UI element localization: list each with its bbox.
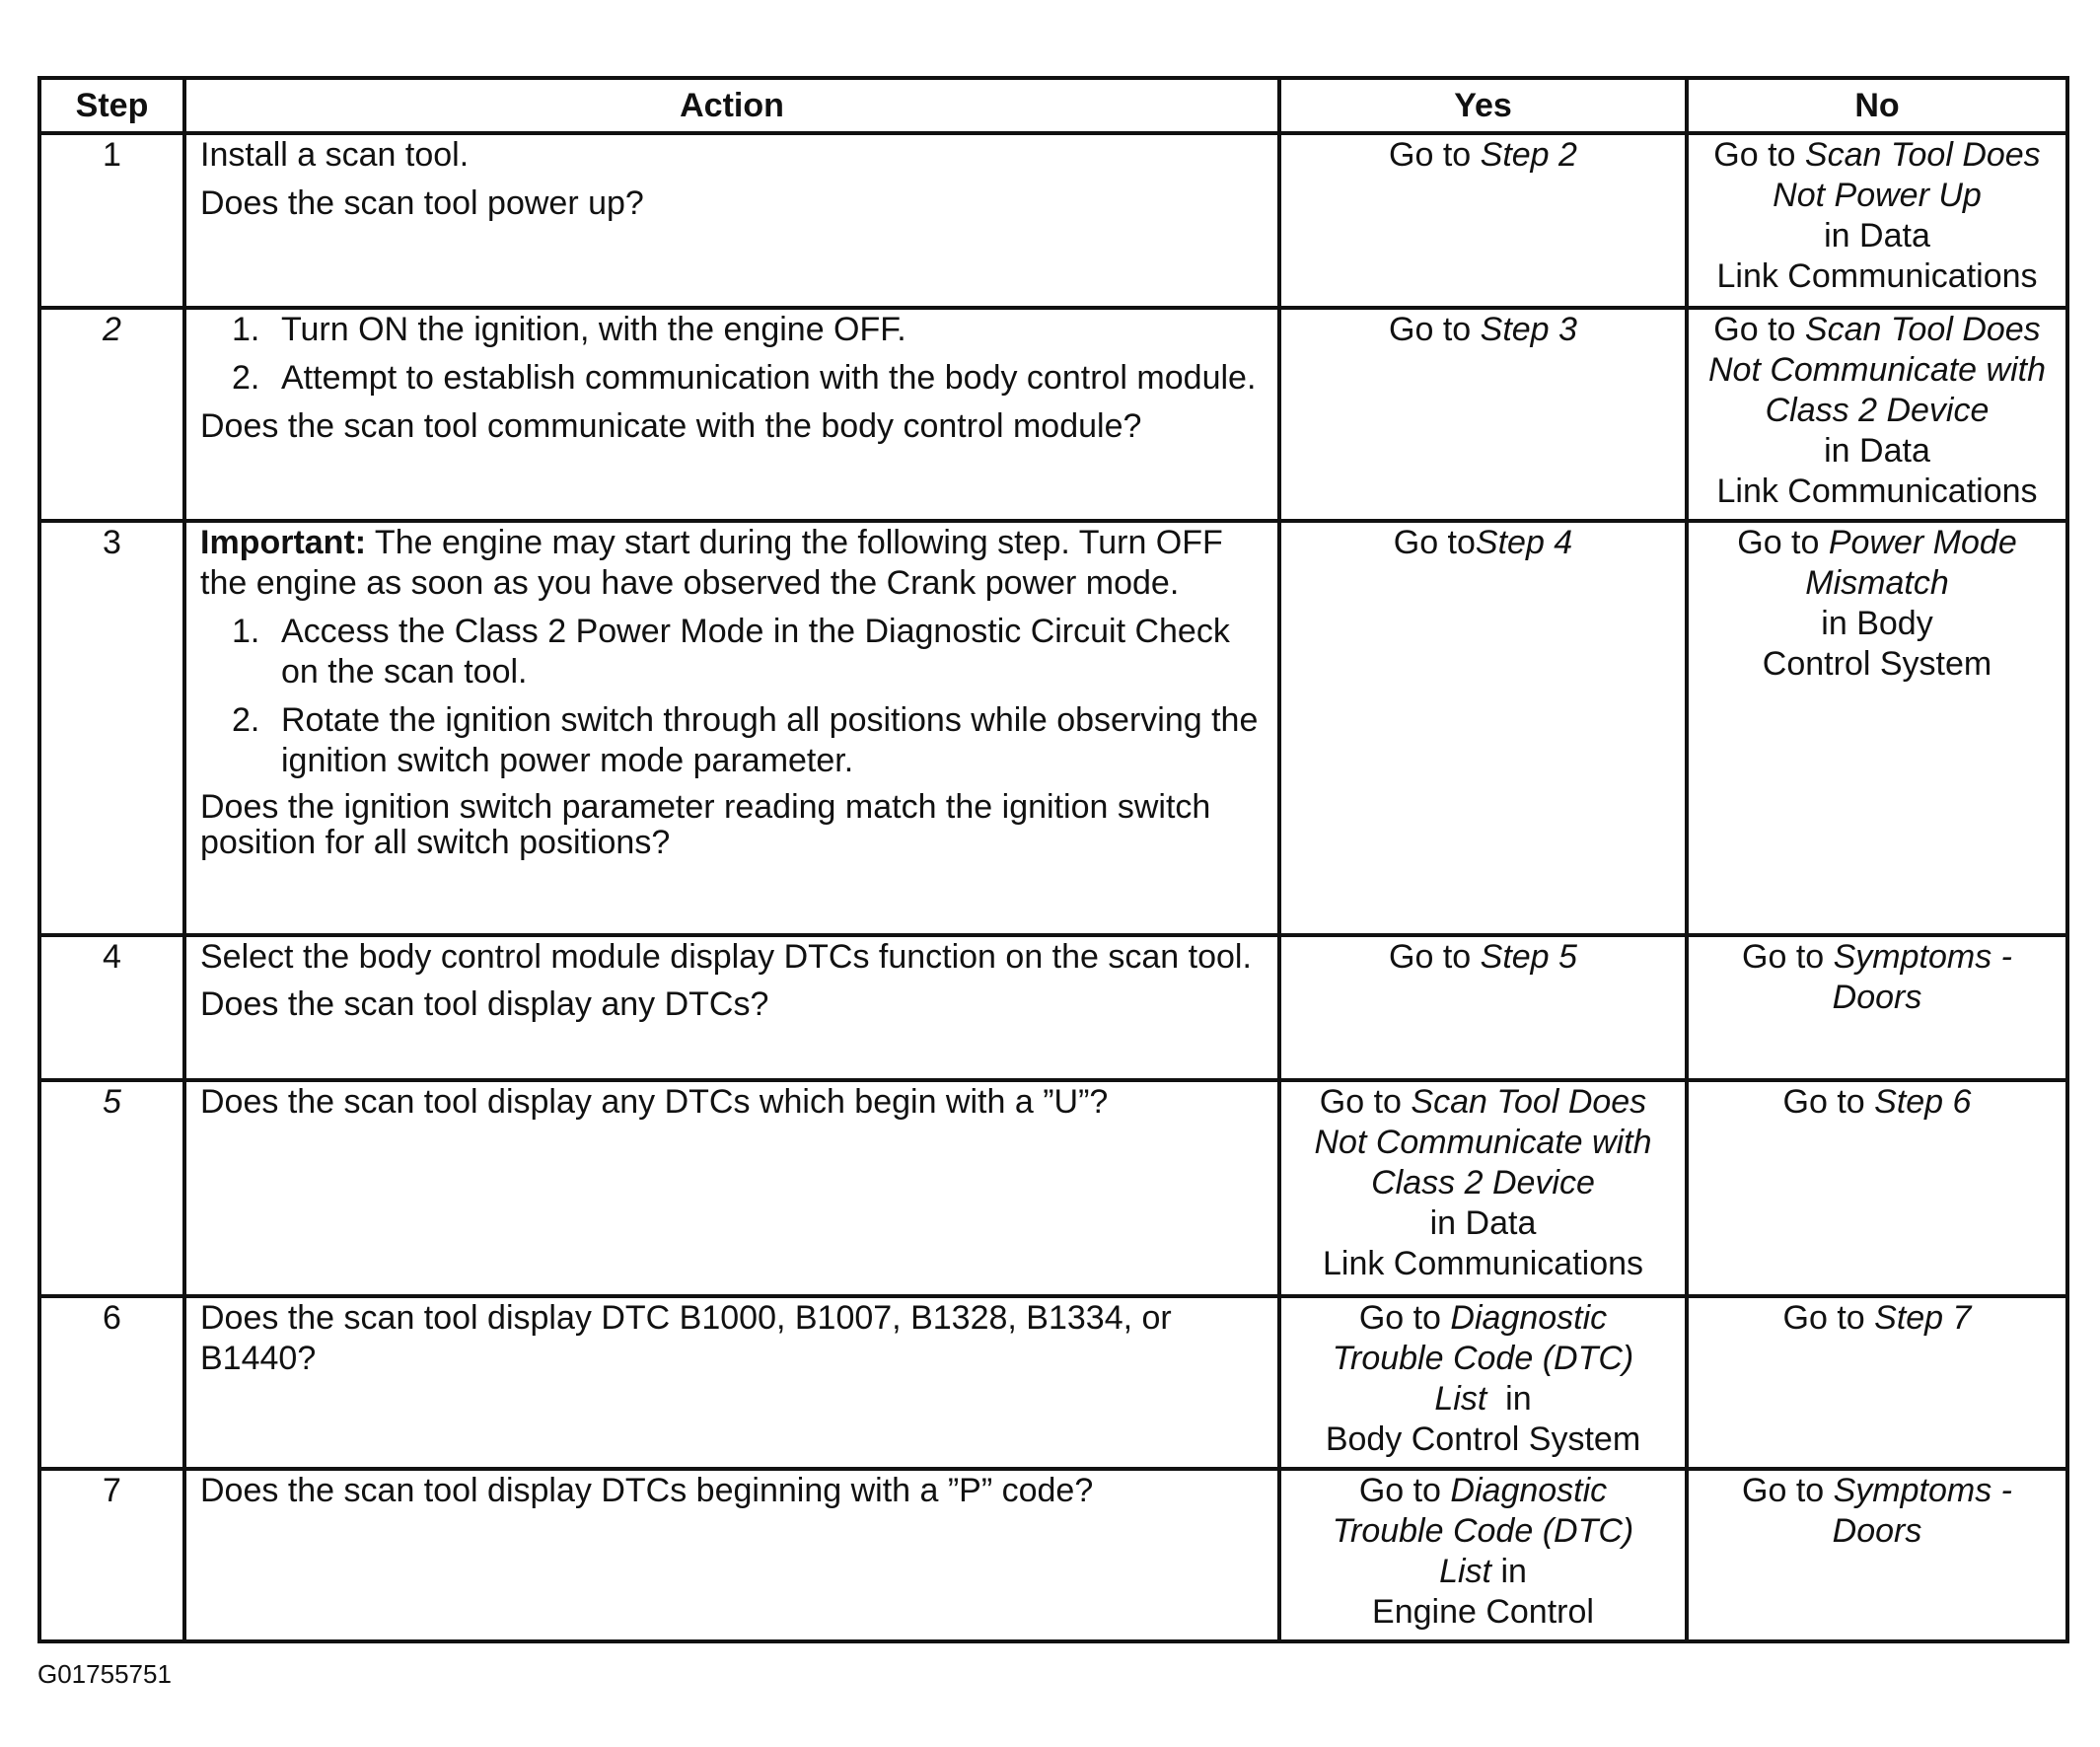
- no-prefix: Go to: [1782, 1299, 1875, 1337]
- no-cell: [1687, 133, 2067, 308]
- table-row: [39, 308, 2067, 521]
- yes-prefix: Go to: [1389, 311, 1481, 348]
- header-step: Step: [39, 78, 184, 133]
- no-link-cont[interactable]: Not Communicate with: [1707, 351, 2046, 389]
- action-list: [200, 310, 1264, 399]
- action-question: Does the scan tool display any DTCs?: [200, 985, 769, 1023]
- yes-link[interactable]: Scan Tool Does: [1411, 1083, 1647, 1121]
- action-cell: [184, 521, 1279, 935]
- action-list: [200, 612, 1264, 781]
- no-prefix: Go to: [1742, 1472, 1834, 1509]
- no-location-cont: Control System: [1762, 645, 1992, 683]
- yes-link-cont[interactable]: List: [1434, 1380, 1487, 1418]
- table-row: [39, 1080, 2067, 1296]
- table-header-row: [39, 78, 2067, 133]
- yes-cell: [1279, 1296, 1687, 1469]
- no-cell: [1687, 308, 2067, 521]
- no-link-cont[interactable]: Doors: [1832, 1512, 1922, 1550]
- diagnostic-table: [37, 76, 2069, 1643]
- no-link-cont[interactable]: Mismatch: [1805, 564, 1949, 602]
- no-link[interactable]: Symptoms -: [1833, 938, 2012, 976]
- header-no: No: [1687, 78, 2067, 133]
- table-row: [39, 935, 2067, 1080]
- no-prefix: Go to: [1713, 136, 1805, 174]
- yes-cell: [1279, 935, 1687, 1080]
- yes-link[interactable]: Step 2: [1480, 136, 1577, 174]
- list-item: 2. Attempt to establish communication with the body control module.: [232, 359, 1257, 397]
- yes-cell: [1279, 521, 1687, 935]
- action-question: Does the scan tool display DTC B1000, B1007, B1328, B1334, or B1440?: [200, 1299, 1172, 1377]
- yes-cell: [1279, 1080, 1687, 1296]
- yes-link[interactable]: Step 5: [1480, 938, 1577, 976]
- action-question: Does the scan tool communicate with the body control module?: [200, 407, 1142, 445]
- yes-prefix: Go to: [1358, 1472, 1451, 1509]
- no-cell: [1687, 935, 2067, 1080]
- no-location: in Body: [1821, 605, 1933, 642]
- yes-link[interactable]: Step 3: [1480, 311, 1577, 348]
- yes-link-cont[interactable]: Class 2 Device: [1371, 1164, 1595, 1201]
- action-text: Install a scan tool.: [200, 136, 470, 174]
- no-link[interactable]: Symptoms -: [1833, 1472, 2012, 1509]
- no-prefix: Go to: [1742, 938, 1834, 976]
- step-number: 6: [39, 1296, 184, 1469]
- yes-location: Engine Control: [1372, 1593, 1594, 1631]
- action-cell: [184, 1080, 1279, 1296]
- table-row: [39, 133, 2067, 308]
- yes-link-cont[interactable]: Not Communicate with: [1314, 1124, 1652, 1161]
- action-question: Does the scan tool display DTCs beginning with a ”P” code?: [200, 1472, 1094, 1509]
- yes-link[interactable]: Step 4: [1475, 524, 1573, 561]
- yes-prefix: Go to: [1389, 938, 1481, 976]
- yes-location-cont: Link Communications: [1322, 1245, 1644, 1282]
- no-location-cont: Link Communications: [1716, 473, 2038, 510]
- no-cell: [1687, 1080, 2067, 1296]
- important-label: Important:: [200, 524, 367, 561]
- header-action: Action: [184, 78, 1279, 133]
- yes-prefix: Go to: [1393, 524, 1476, 561]
- no-cell: [1687, 1296, 2067, 1469]
- action-cell: [184, 935, 1279, 1080]
- yes-cell: [1279, 1469, 1687, 1641]
- step-number: 2: [39, 308, 184, 521]
- step-number: 1: [39, 133, 184, 308]
- header-yes: Yes: [1279, 78, 1687, 133]
- table-row: [39, 1296, 2067, 1469]
- list-item: 1. Access the Class 2 Power Mode in the Diagnostic Circuit Check on the scan tool.: [232, 613, 1230, 691]
- table-row: [39, 521, 2067, 935]
- yes-link-cont[interactable]: List: [1439, 1553, 1491, 1590]
- no-location: in Data: [1824, 432, 1930, 470]
- yes-link-cont[interactable]: Trouble Code (DTC): [1332, 1340, 1634, 1377]
- no-location-cont: Link Communications: [1716, 257, 2038, 295]
- action-cell: [184, 1296, 1279, 1469]
- yes-prefix: Go to: [1358, 1299, 1451, 1337]
- yes-location: Body Control System: [1325, 1420, 1641, 1458]
- step-number: 4: [39, 935, 184, 1080]
- action-text: Select the body control module display DTCs function on the scan tool.: [200, 938, 1252, 976]
- yes-location-prefix: in: [1491, 1553, 1527, 1590]
- no-link-cont[interactable]: Not Power Up: [1773, 177, 1982, 214]
- step-number: 7: [39, 1469, 184, 1641]
- action-cell: [184, 308, 1279, 521]
- yes-cell: [1279, 308, 1687, 521]
- no-link[interactable]: Scan Tool Does: [1804, 311, 2041, 348]
- yes-prefix: Go to: [1389, 136, 1481, 174]
- list-item: 2. Rotate the ignition switch through all positions while observing the ignition switch power mode parameter.: [232, 701, 1259, 779]
- no-location: in Data: [1824, 217, 1930, 255]
- no-link-cont[interactable]: Class 2 Device: [1765, 392, 1990, 429]
- step-number: 3: [39, 521, 184, 935]
- yes-link-cont[interactable]: Trouble Code (DTC): [1332, 1512, 1634, 1550]
- step-number: 5: [39, 1080, 184, 1296]
- no-link[interactable]: Scan Tool Does: [1804, 136, 2041, 174]
- action-cell: [184, 133, 1279, 308]
- action-question: Does the scan tool display any DTCs which begin with a ”U”?: [200, 1083, 1109, 1121]
- no-cell: [1687, 521, 2067, 935]
- no-cell: [1687, 1469, 2067, 1641]
- yes-location: in Data: [1429, 1204, 1537, 1242]
- no-link[interactable]: Power Mode: [1828, 524, 2017, 561]
- no-link[interactable]: Step 6: [1874, 1083, 1972, 1121]
- no-link-cont[interactable]: Doors: [1832, 979, 1922, 1016]
- no-prefix: Go to: [1737, 524, 1829, 561]
- important-note: [200, 523, 1264, 604]
- yes-cell: [1279, 133, 1687, 308]
- no-prefix: Go to: [1713, 311, 1805, 348]
- action-question: Does the scan tool power up?: [200, 184, 644, 222]
- yes-link[interactable]: Diagnostic: [1450, 1299, 1608, 1337]
- figure-id: G01755751: [37, 1659, 172, 1689]
- table-row: [39, 1469, 2067, 1641]
- action-cell: [184, 1469, 1279, 1641]
- list-item: 1. Turn ON the ignition, with the engine OFF.: [232, 311, 906, 348]
- yes-prefix: Go to: [1319, 1083, 1412, 1121]
- important-text: The engine may start during the following step. Turn OFF the engine as soon as you have observed the Crank power mode.: [200, 524, 1223, 602]
- yes-link[interactable]: Diagnostic: [1450, 1472, 1608, 1509]
- no-prefix: Go to: [1782, 1083, 1875, 1121]
- no-link[interactable]: Step 7: [1874, 1299, 1972, 1337]
- yes-location-prefix: in: [1486, 1380, 1532, 1418]
- action-question: Does the ignition switch parameter reading match the ignition switch position for all switch positions?: [200, 788, 1211, 861]
